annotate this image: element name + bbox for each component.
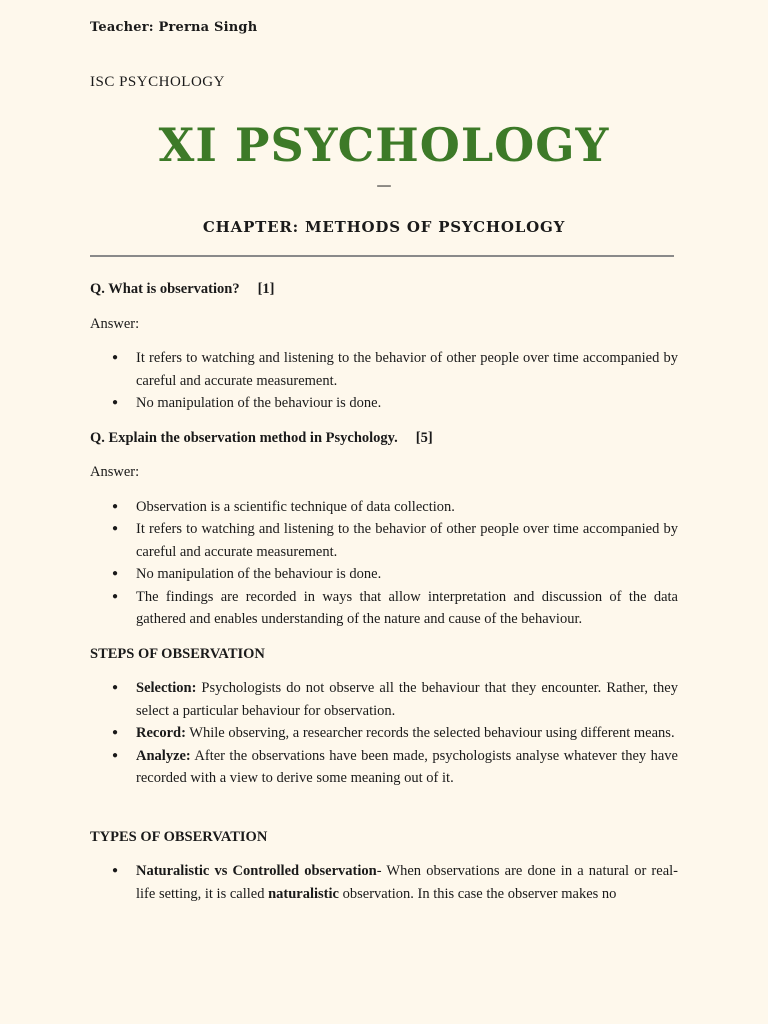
teacher-name: Teacher: Prerna Singh (90, 20, 258, 35)
list-item: ● The findings are recorded in ways that allow interpretation and discussion of the data gathered and enables understanding of the nature and cause of the behaviour. (90, 586, 678, 631)
question-1 (90, 278, 678, 301)
question-2-text: Q. Explain the observation method in Psychology. (90, 429, 398, 446)
list-item (90, 860, 678, 905)
type-text: observation. In this case the observer makes no (338, 885, 617, 902)
list-item: ● No manipulation of the behaviour is done. (90, 563, 678, 586)
types-heading: TYPES OF OBSERVATION (90, 828, 268, 845)
type-term-inline: naturalistic (268, 885, 339, 902)
answer-1-list (90, 347, 678, 415)
steps-heading: STEPS OF OBSERVATION (90, 645, 265, 662)
type-text: - When observations are done in a natural or real-life setting, it is called (136, 863, 678, 902)
horizontal-rule (90, 255, 674, 257)
question-2-marks: [5] (415, 429, 433, 446)
list-item: ● Observation is a scientific technique of data collection. (90, 496, 678, 519)
section-gap (90, 802, 678, 826)
document-body (90, 278, 678, 917)
answer-2-list (90, 496, 678, 631)
chapter-title: CHAPTER: METHODS OF PSYCHOLOGY (202, 218, 566, 236)
step-term: Selection: (136, 680, 197, 696)
types-list (90, 860, 678, 905)
question-2 (90, 427, 678, 450)
list-item: ● It refers to watching and listening to the behavior of other people over time accompanied by careful and accurate measurement. (90, 518, 678, 563)
list-item: ● No manipulation of the behaviour is done. (90, 392, 678, 415)
list-item (90, 677, 678, 722)
step-text: Psychologists do not observe all the behaviour that they encounter. Rather, they select a particular behaviour for observation. (136, 680, 678, 719)
title-dash: — (376, 176, 392, 194)
page-title: XI PSYCHOLOGY (158, 118, 610, 172)
answer-2-label: Answer: (90, 464, 140, 480)
answer-1-label: Answer: (90, 315, 140, 332)
step-term: Analyze: (136, 747, 191, 764)
step-term: Record: (136, 725, 186, 741)
step-text: After the observations have been made, psychologists analyse whatever they have recorded with a view to derive some meaning out of it. (136, 747, 678, 786)
steps-list (90, 677, 678, 790)
list-item (90, 745, 678, 790)
list-item (90, 722, 678, 745)
subject-label: ISC PSYCHOLOGY (90, 74, 225, 90)
type-term: Naturalistic vs Controlled observation (136, 863, 377, 879)
list-item: ● It refers to watching and listening to the behavior of other people over time accompanied by careful and accurate measurement. (90, 347, 678, 392)
question-1-marks: [1] (257, 281, 275, 297)
step-text: While observing, a researcher records the selected behaviour using different means. (185, 725, 675, 741)
question-1-text: Q. What is observation? (90, 281, 240, 297)
